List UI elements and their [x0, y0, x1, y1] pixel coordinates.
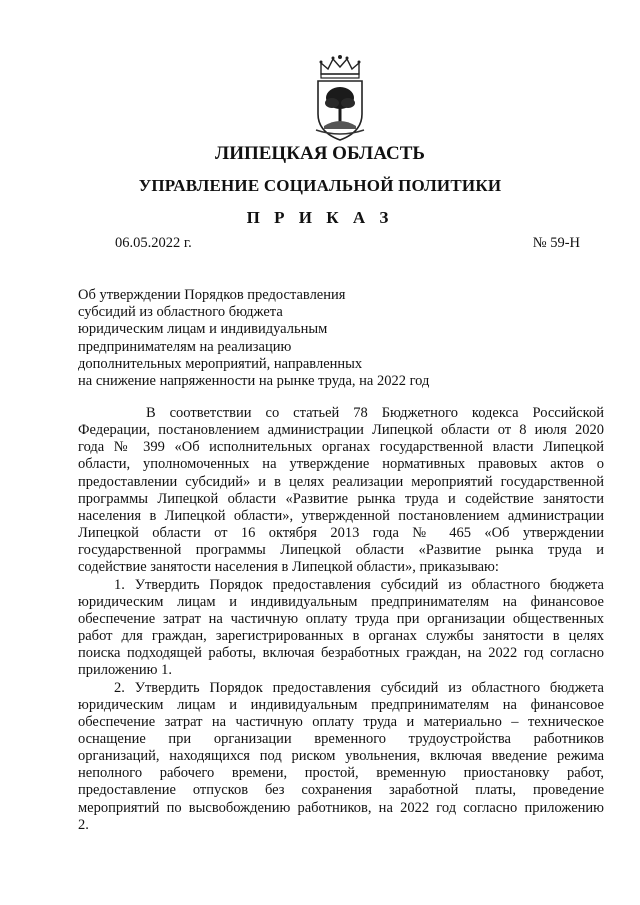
coat-of-arms-emblem: [312, 52, 368, 142]
body-line: Федерации, постановлением администрации Липецкой области от 8 июля 2020: [78, 422, 604, 439]
region-title: ЛИПЕЦКАЯ ОБЛАСТЬ: [215, 143, 425, 164]
body-line: неполного рабочего времени, простой, временную приостановку работ,: [78, 765, 604, 782]
body-line: 1. Утвердить Порядок предоставления субсидий из областного бюджета: [114, 576, 604, 593]
body-line: Липецкой области от 16 октября 2013 года № 465 «Об утверждении: [78, 525, 604, 542]
order-number: № 59-Н: [532, 235, 580, 251]
body-line: обеспечение затрат на частичную оплату труда и материально – техническое: [78, 713, 604, 730]
department-title: УПРАВЛЕНИЕ СОЦИАЛЬНОЙ ПОЛИТИКИ: [138, 176, 502, 195]
document-type-title: П Р И К А З: [246, 208, 394, 227]
body-line: населения в Липецкой области», утвержденной постановлением администрации: [78, 507, 604, 524]
body-line: организаций, находящихся под риском увольнения, включая введение режима: [78, 748, 604, 765]
body-line: В соответствии со статьей 78 Бюджетного кодекса Российской: [146, 405, 604, 421]
body-line: мероприятий по высвобождению работников, на 2022 год согласно приложению: [78, 799, 604, 816]
body-line: предоставление отпусков без сохранения заработной платы, проведение: [78, 782, 604, 799]
body-line: 2.: [78, 816, 89, 833]
body-line: оснащение при организации временного трудоустройства работников: [78, 730, 604, 747]
subject-line: на снижение напряженности на рынке труда, на 2022 год: [78, 373, 430, 390]
subject-line: субсидий из областного бюджета: [78, 304, 283, 321]
subject-line: предпринимателям на реализацию: [78, 338, 292, 355]
body-line: юридическим лицам и индивидуальным предпринимателям на финансовое: [78, 696, 604, 713]
body-line: содействие занятости населения в Липецкой области», приказываю:: [78, 559, 499, 576]
order-body: [78, 405, 604, 834]
body-line: 2. Утвердить Порядок предоставления субсидий из областного бюджета: [114, 679, 604, 696]
order-date: 06.05.2022 г.: [115, 235, 192, 251]
body-line: поиска подходящей работы, включая безработных граждан, на 2022 год согласно: [78, 645, 604, 662]
subject-line: Об утверждении Порядков предоставления: [78, 287, 346, 303]
body-line: программы Липецкой области «Развитие рынка труда и содействие занятости: [78, 490, 604, 507]
body-line: приложению 1.: [78, 662, 173, 679]
body-line: года № 399 «Об исполнительных органах государственной власти Липецкой: [78, 439, 604, 456]
body-line: юридическим лицам и индивидуальным предпринимателям на финансовое: [78, 593, 604, 610]
order-subject: [78, 287, 429, 390]
subject-line: юридическим лицам и индивидуальным: [78, 321, 328, 338]
body-line: области, уполномоченных на утверждение нормативных правовых актов о: [78, 456, 604, 473]
body-line: работ для граждан, зарегистрированных в органах службы занятости в целях: [78, 628, 604, 645]
body-line: государственной программы Липецкой области «Развитие рынка труда и: [78, 542, 604, 559]
body-line: обеспечение затрат на частичную оплату труда при организации общественных: [78, 610, 604, 627]
subject-line: дополнительных мероприятий, направленных: [78, 355, 363, 372]
body-line: предоставлении субсидий» и в целях реализации мероприятий государственной: [78, 473, 604, 490]
